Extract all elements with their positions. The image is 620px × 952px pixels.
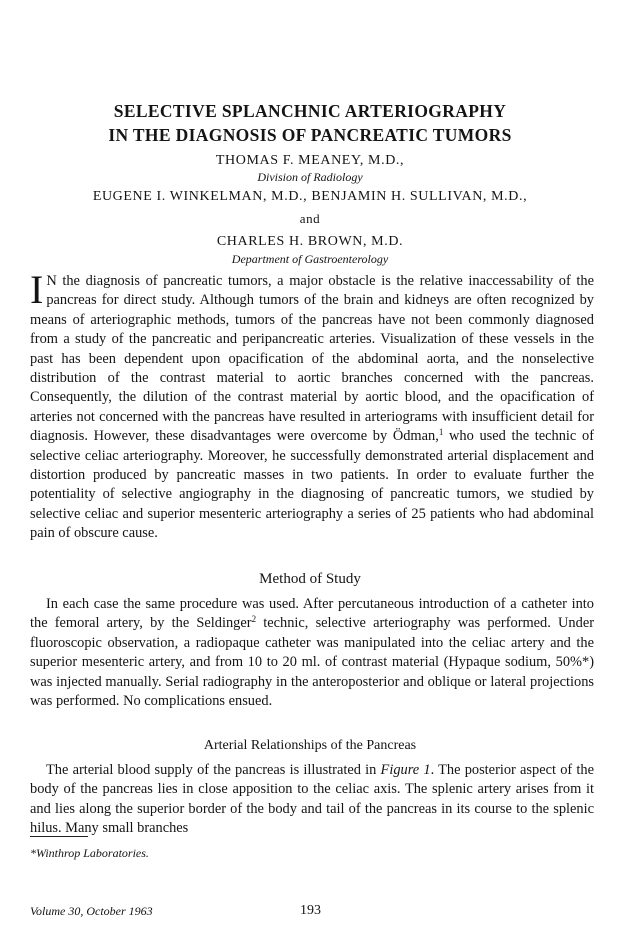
footnote: *Winthrop Laboratories. — [30, 846, 149, 860]
affiliation-radiology: Division of Radiology — [257, 170, 363, 184]
author-meaney: THOMAS F. MEANEY, M.D., — [215, 153, 405, 168]
reference-2: 2 — [251, 614, 257, 625]
method-text-part-1: In each case the same procedure was used. After percutaneous introduction of a catheter into the femoral artery, by the Seldinger — [30, 596, 594, 632]
method-paragraph — [30, 595, 594, 711]
affiliation-gastroenterology: Department of Gastroenterology — [231, 252, 389, 266]
arterial-paragraph — [30, 761, 594, 839]
reference-1: 1 — [438, 427, 444, 438]
arterial-text-part-1: The arterial blood supply of the pancreas is illustrated in — [46, 762, 381, 778]
method-text-part-2: technic, selective arteriography was performed. Under fluoroscopic observation, a radiopaque catheter was manipulated into the celiac artery and the superior mesenteric artery, and from 10 to 20 ml. of contrast material (Hypaque sodium, 50%*) was injected manually. Serial radiography in the anteroposterior and oblique or lateral projections was performed. No complications ensued. — [30, 615, 594, 710]
intro-text-part-1: N the diagnosis of pancreatic tumors, a major obstacle is the relative inaccessability of the pancreas for direct study. Although tumors of the brain and kidneys are often recognized by means of arteriographic methods, tumors of the pancreas have not been commonly diagnosed from a study of the pancreatic and peripancreatic arteries. Visualization of these vessels in the past has been dependent upon opacification of the abdominal aorta, and the nonselective distribution of the contrast material to aortic branches concerned with the pancreas. Consequently, the dilution of the contrast material by aortic blood, and the opacification of arteries not concerned with the pancreas have resulted in arteriograms with insufficient detail for diagnosis. However, these disadvantages were overcome by Ödman, — [30, 273, 594, 445]
author-conjunction: and — [299, 211, 321, 226]
article-title-line-1: SELECTIVE SPLANCHNIC ARTERIOGRAPHY — [113, 101, 507, 121]
intro-paragraph — [30, 267, 594, 544]
section-heading-arterial: Arterial Relationships of the Pancreas — [203, 738, 417, 753]
author-brown: CHARLES H. BROWN, M.D. — [216, 234, 404, 249]
figure-1-reference: Figure 1 — [380, 762, 431, 778]
journal-volume-date: Volume 30, October 1963 — [30, 904, 153, 918]
arterial-text-part-2: . The posterior aspect of the body of the pancreas lies in close apposition to the celiac axis. The splenic artery arises from it and lies along the superior border of the body and tail of the pancreas in its course to the splenic hilus. Many small branches — [30, 762, 594, 837]
drop-cap: I — [30, 267, 44, 312]
footnote-divider — [30, 836, 88, 837]
section-heading-method: Method of Study — [259, 571, 361, 587]
authors-winkelman-sullivan: EUGENE I. WINKELMAN, M.D., BENJAMIN H. SULLIVAN, M.D., — [92, 189, 528, 204]
intro-text-part-2: who used the technic of selective celiac arteriography. Moreover, he successfully demonstrated arterial displacement and distortion produced by pancreatic masses in two patients. In order to evaluate further the potentiality of selective angiography in the diagnosing of pancreatic tumors, we studied by selective celiac and superior mesenteric arteriography a series of 25 patients who had abdominal pain of obscure cause. — [30, 428, 594, 542]
page-number: 193 — [300, 903, 321, 918]
article-title-line-2: IN THE DIAGNOSIS OF PANCREATIC TUMORS — [108, 125, 512, 145]
